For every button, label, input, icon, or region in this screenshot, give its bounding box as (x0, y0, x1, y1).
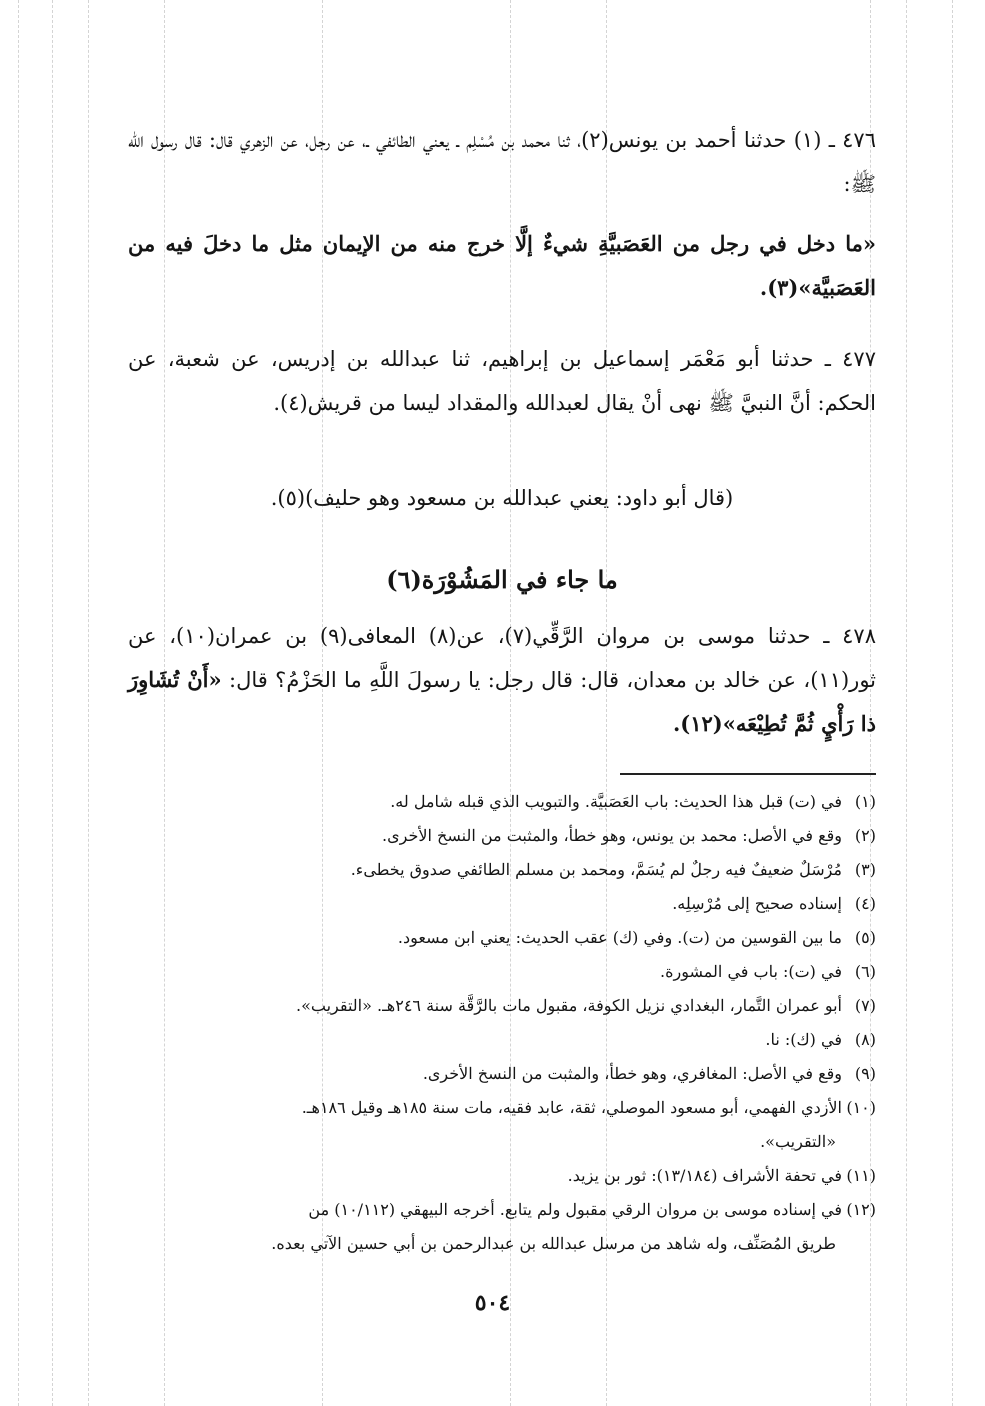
scan-artifact-line (952, 0, 953, 1406)
footnote-text: أبو عمران التَّمار، البغدادي نزيل الكوفة، مقبول مات بالرَّقَّة سنة ٢٤٦هـ. «التقريب». (296, 996, 842, 1015)
footnotes (128, 785, 876, 1261)
footnote-number: (٦) (854, 962, 876, 981)
footnote-8 (128, 1023, 876, 1057)
scan-artifact-line (906, 0, 907, 1406)
scan-artifact-line (18, 0, 19, 1406)
footnote-5 (128, 921, 876, 955)
footnote-text: في تحفة الأشراف (١٣/١٨٤): ثور بن يزيد. (567, 1166, 842, 1185)
footnote-number: (١) (854, 792, 876, 811)
footnote-12-continuation: طريق المُصَنِّف، وله شاهد من مرسل عبدالله بن عبدالرحمن بن أبي حسين الآتي بعده. (271, 1234, 836, 1253)
footnote-number: (٩) (854, 1064, 876, 1083)
footnote-text: في (ت) قبل هذا الحديث: باب العَصَبيَّة. والتبويب الذي قبله شامل له. (390, 792, 842, 811)
footnote-text: في إسناده موسى بن مروان الرقي مقبول ولم يتابع. أخرجه البيهقي (١٠/١١٢) من (308, 1200, 842, 1219)
footnote-9 (128, 1057, 876, 1091)
hadith-478-quote: «أَنْ تُشَاوِرَ ذا رَأْيٍ ثُمَّ تُطِيْعَه»(١٢). (128, 667, 876, 736)
footnote-text: وقع في الأصل: محمد بن يونس، وهو خطأ، والمثبت من النسخ الأخرى. (382, 826, 842, 845)
footnote-4 (128, 887, 876, 921)
footnote-text: في (ت): باب في المشورة. (660, 962, 842, 981)
footnote-number: (١٢) (846, 1200, 876, 1219)
footnote-number: (٨) (854, 1030, 876, 1049)
footnote-7 (128, 989, 876, 1023)
footnote-number: (١١) (846, 1166, 876, 1185)
footnote-text: ما بين القوسين من (ت). وفي (ك) عقب الحديث: يعني ابن مسعود. (397, 928, 842, 947)
hadith-477-note: (قال أبو داود: يعني عبدالله بن مسعود وهو حليف)(٥). (270, 486, 734, 510)
footnote-text: مُرْسَلٌ ضعيفٌ فيه رجلٌ لم يُسَمَّ، ومحمد بن مسلم الطائفي صدوق يخطىء. (350, 860, 842, 879)
footnote-3 (128, 853, 876, 887)
footnote-number: (٧) (854, 996, 876, 1015)
footnote-separator (620, 773, 876, 775)
footnote-number: (٢) (854, 826, 876, 845)
scan-artifact-line (52, 0, 53, 1406)
hadith-476-quote: «ما دخل في رجل من العَصَبيَّةِ شيءٌ إلَّا خرج منه من الإيمان مثل ما دخلَ فيه من العَصَبيَّة»(٣). (128, 231, 876, 300)
footnote-number: (٤) (854, 894, 876, 913)
footnote-12 (128, 1193, 876, 1227)
scan-artifact-line (88, 0, 89, 1406)
footnote-11 (128, 1159, 876, 1193)
hadith-478-text (128, 614, 876, 746)
footnote-number: (١٠) (846, 1098, 876, 1117)
footnote-10-continuation: «التقريب». (760, 1132, 836, 1151)
footnote-1 (128, 785, 876, 819)
page-number: ٥٠٤ (474, 1290, 511, 1316)
hadith-478-body: ٤٧٨ ـ حدثنا موسى بن مروان الرَّقِّي(٧)، عن(٨) المعافى(٩) بن عمران(١٠)، عن ثور(١١)، عن خالد بن معدان، قال: قال رجل: يا رسولَ اللَّهِ ما الحَزْمُ؟ قال: (128, 624, 877, 692)
footnote-text: في (ك): نا. (765, 1030, 842, 1049)
footnote-text: الأزدي الفهمي، أبو مسعود الموصلي، ثقة، عابد فقيه، مات سنة ١٨٥هـ وقيل ١٨٦هـ. (301, 1098, 842, 1117)
hadith-477-text: ٤٧٧ ـ حدثنا أبو مَعْمَر إسماعيل بن إبراهيم، ثنا عبدالله بن إدريس، عن شعبة، عن الحكم: أنَّ النبيَّ ﷺ نهى أنْ يقال لعبدالله والمقداد ليسا من قريش(٤). (128, 347, 876, 415)
footnote-6 (128, 955, 876, 989)
hadith-476-text: ٤٧٦ ـ (١) حدثنا أحمد بن يونس(٢)، ثنا محمد بن مُسْلِم ـ يعني الطائفي ـ، عن رجل، عن الزهري قال: قال رسول الله ﷺ: (128, 128, 876, 196)
footnote-number: (٣) (854, 860, 876, 879)
section-heading: ما جاء في المَشُوْرَة(٦) (386, 565, 618, 594)
footnote-text: وقع في الأصل: المغافري، وهو خطأ، والمثبت من النسخ الأخرى. (422, 1064, 842, 1083)
footnote-text: إسناده صحيح إلى مُرْسِلِه. (672, 894, 842, 913)
footnote-number: (٥) (854, 928, 876, 947)
footnote-10 (128, 1091, 876, 1125)
footnote-2 (128, 819, 876, 853)
